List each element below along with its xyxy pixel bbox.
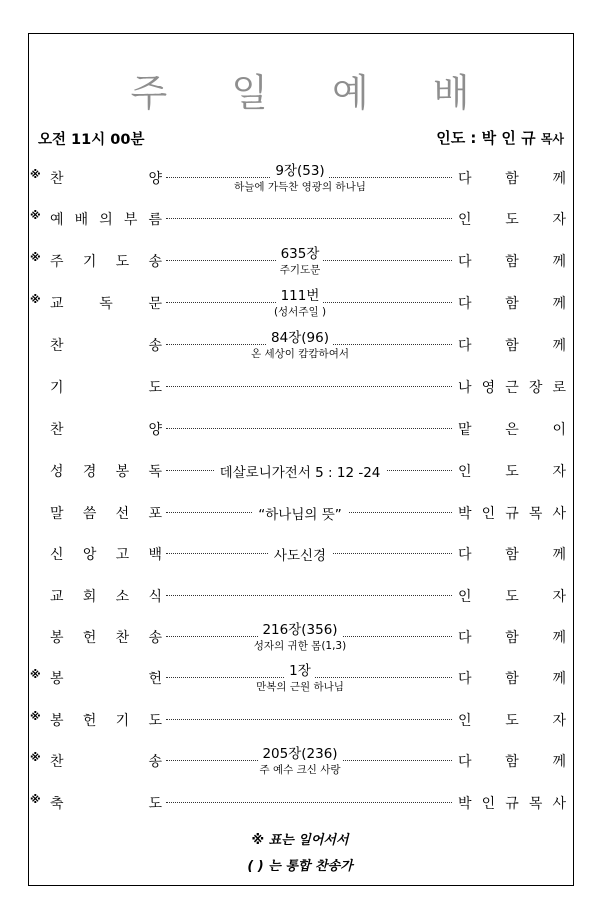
item-main: 84장(96): [267, 330, 333, 347]
item-responsible: 박 인 규 목 사: [458, 796, 566, 812]
leader-dots: [166, 218, 452, 219]
leader-dots: [166, 636, 452, 637]
worship-item: [30, 534, 570, 574]
item-label: 봉 헌 기 도: [50, 713, 162, 729]
leader-dots: [166, 302, 452, 303]
leader-dots: [166, 470, 452, 471]
item-main: 1장: [285, 663, 315, 680]
item-sub: 주 예수 크신 사랑: [255, 763, 344, 777]
item-responsible: 다 함 께: [458, 671, 566, 687]
footer-note-standing: ※ 표는 일어서서: [251, 833, 349, 848]
service-leader: [436, 127, 564, 148]
item-sub: 온 세상이 캄캄하여서: [247, 347, 353, 361]
item-main: “하나님의 뜻”: [252, 503, 347, 523]
worship-item: [30, 158, 570, 198]
item-responsible: 다 함 께: [458, 171, 566, 187]
worship-item: [30, 576, 570, 616]
worship-item: [30, 783, 570, 823]
worship-item: [30, 617, 570, 657]
item-label: 봉 헌 찬 송: [50, 630, 162, 646]
item-responsible: 다 함 께: [458, 754, 566, 770]
worship-item: [30, 241, 570, 281]
item-main: 9장(53): [271, 163, 328, 180]
leader-dots: [166, 760, 452, 761]
item-sub: 만복의 근원 하나님: [252, 680, 348, 694]
leader-dots: [166, 802, 452, 803]
item-responsible: 박 인 규 목 사: [458, 506, 566, 522]
worship-item: [30, 283, 570, 323]
leader-dots: [166, 595, 452, 596]
item-main: 사도신경: [268, 544, 332, 564]
worship-item: [30, 658, 570, 698]
leader-dots: [166, 386, 452, 387]
worship-item: [30, 367, 570, 407]
item-main: 205장(236): [258, 746, 341, 763]
item-main: 635장: [277, 246, 324, 263]
item-label: 신 앙 고 백: [50, 547, 162, 563]
item-responsible: 다 함 께: [458, 630, 566, 646]
item-label: 봉 헌: [50, 671, 162, 687]
standing-mark: ※: [30, 209, 41, 222]
standing-mark: ※: [30, 251, 41, 264]
item-sub: 성자의 귀한 몸(1,3): [250, 639, 350, 653]
leader-dots: [166, 260, 452, 261]
item-responsible: 맡 은 이: [458, 422, 566, 438]
item-label: 예 배 의 부 름: [50, 212, 162, 228]
leader-role: 목사: [540, 132, 564, 146]
standing-mark: ※: [30, 710, 41, 723]
worship-item: [30, 700, 570, 740]
leader-dots: [166, 553, 452, 554]
item-responsible: 다 함 께: [458, 338, 566, 354]
standing-mark: ※: [30, 168, 41, 181]
item-responsible: 다 함 께: [458, 296, 566, 312]
item-label: 교 회 소 식: [50, 589, 162, 605]
footer-note-hymnal: ( ) 는 통합 찬송가: [247, 859, 353, 874]
worship-item: [30, 325, 570, 365]
page-title: 주 일 예 배: [130, 71, 496, 115]
item-label: 교 독 문: [50, 296, 162, 312]
item-main: 111번: [277, 288, 324, 305]
item-label: 찬 양: [50, 171, 162, 187]
item-label: 찬 송: [50, 338, 162, 354]
item-label: 기 도: [50, 380, 162, 396]
item-responsible: 나 영 근 장 로: [458, 380, 566, 396]
leader-dots: [166, 512, 452, 513]
item-responsible: 인 도 자: [458, 589, 566, 605]
standing-mark: ※: [30, 293, 41, 306]
leader-dots: [166, 177, 452, 178]
item-sub: (성서주일 ): [270, 305, 330, 319]
item-responsible: 다 함 께: [458, 547, 566, 563]
item-label: 찬 양: [50, 422, 162, 438]
standing-mark: ※: [30, 668, 41, 681]
service-time: 오전 11시 00분: [38, 132, 145, 148]
worship-item: [30, 409, 570, 449]
item-responsible: 인 도 자: [458, 464, 566, 480]
item-responsible: 인 도 자: [458, 212, 566, 228]
worship-item: [30, 451, 570, 491]
standing-mark: ※: [30, 751, 41, 764]
item-responsible: 다 함 께: [458, 254, 566, 270]
item-sub: 주기도문: [276, 263, 325, 277]
leader-dots: [166, 428, 452, 429]
item-label: 주 기 도 송: [50, 254, 162, 270]
worship-item: [30, 741, 570, 781]
item-label: 성 경 봉 독: [50, 464, 162, 480]
item-label: 축 도: [50, 796, 162, 812]
item-label: 찬 송: [50, 754, 162, 770]
leader-dots: [166, 344, 452, 345]
item-sub: 하늘에 가득찬 영광의 하나님: [230, 180, 370, 194]
item-main: 216장(356): [258, 622, 341, 639]
leader-name: 박 인 규: [481, 129, 536, 147]
worship-item: [30, 199, 570, 239]
leader-dots: [166, 677, 452, 678]
standing-mark: ※: [30, 793, 41, 806]
item-main: 데살로니가전서 5 : 12 -24: [214, 461, 387, 481]
leader-dots: [166, 719, 452, 720]
leader-label: 인도 :: [436, 129, 477, 147]
worship-item: [30, 493, 570, 533]
item-label: 말 씀 선 포: [50, 506, 162, 522]
item-responsible: 인 도 자: [458, 713, 566, 729]
